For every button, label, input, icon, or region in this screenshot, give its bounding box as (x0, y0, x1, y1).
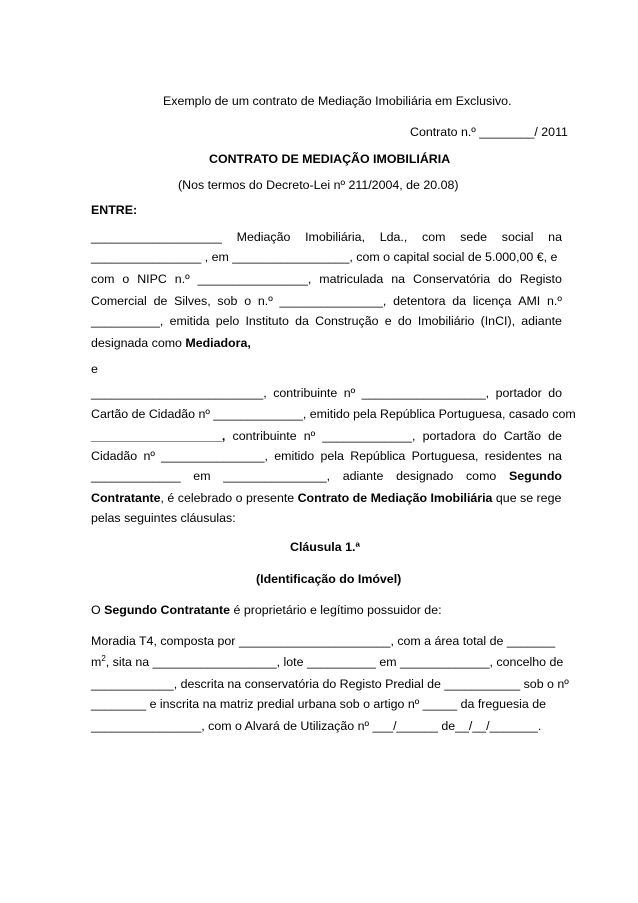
clause1-subheading: (Identificação do Imóvel) (256, 572, 402, 586)
party1-line-5: __________, emitida pelo Instituto da Construção e do Imobiliário (InCI), adiante (91, 314, 562, 328)
party1-line-2: ________________ , em _________________, com o capital social de 5.000,00 €, e (91, 250, 558, 264)
party1-line-6: designada como Mediadora, (91, 336, 251, 350)
contract-subtitle: (Nos termos do Decreto-Lei nº 211/2004, de 20.08) (178, 178, 459, 192)
contract-title: CONTRATO DE MEDIAÇÃO IMOBILIÁRIA (209, 152, 451, 166)
property-line-4: ________ e inscrita na matriz predial urbana sob o artigo nº _____ da freguesia de (91, 697, 547, 711)
party2-line-2: Cartão de Cidadão nº _____________, emitido pela República Portuguesa, casado com (91, 407, 576, 421)
contract-number: Contrato n.º ________/ 2011 (410, 125, 568, 139)
party1-line-4: Comercial de Silves, sob o n.º _______________, detentora da licença AMI n.º (91, 294, 562, 308)
party2-line-5: _____________ em _______________, adiante designado como Segundo (91, 469, 562, 483)
party2-line-3: ___________________, contribuinte nº _____________, portadora do Cartão de (91, 429, 562, 443)
party1-line-3: com o NIPC n.º ________________, matriculada na Conservatória do Registo (91, 272, 562, 286)
example-title: Exemplo de um contrato de Mediação Imobiliária em Exclusivo. (163, 94, 512, 108)
clause1-heading: Cláusula 1.ª (290, 540, 361, 554)
property-line-3: ____________, descrita na conservatória do Registo Predial de ___________ sob o nº (91, 677, 569, 691)
party2-line-7: pelas seguintes cláusulas: (91, 511, 236, 525)
mediadora-label: Mediadora, (185, 336, 251, 350)
and-label: e (91, 362, 98, 376)
property-line-5: ________________, com o Alvará de Utilização nº ___/______ de__/__/_______. (91, 719, 542, 733)
owner-statement: O Segundo Contratante é proprietário e legítimo possuidor de: (91, 603, 442, 617)
property-line-1: Moradia T4, composta por ______________________, com a área total de _______ (91, 634, 556, 648)
party2-line-1: _________________________, contribuinte nº __________________, portador do (91, 386, 562, 400)
party1-line-1: ___________________ Mediação Imobiliária, Lda., com sede social na (91, 230, 562, 244)
between-label: ENTRE: (91, 203, 138, 217)
property-line-2: $m^2$, sita na __________________, lote __________ em _____________, concelho de (91, 653, 564, 669)
party2-line-4: Cidadão nº _______________, emitido pela República Portuguesa, residentes na (91, 449, 562, 463)
party2-line-6: Contratante, é celebrado o presente Contrato de Mediação Imobiliária que se rege (91, 491, 562, 505)
